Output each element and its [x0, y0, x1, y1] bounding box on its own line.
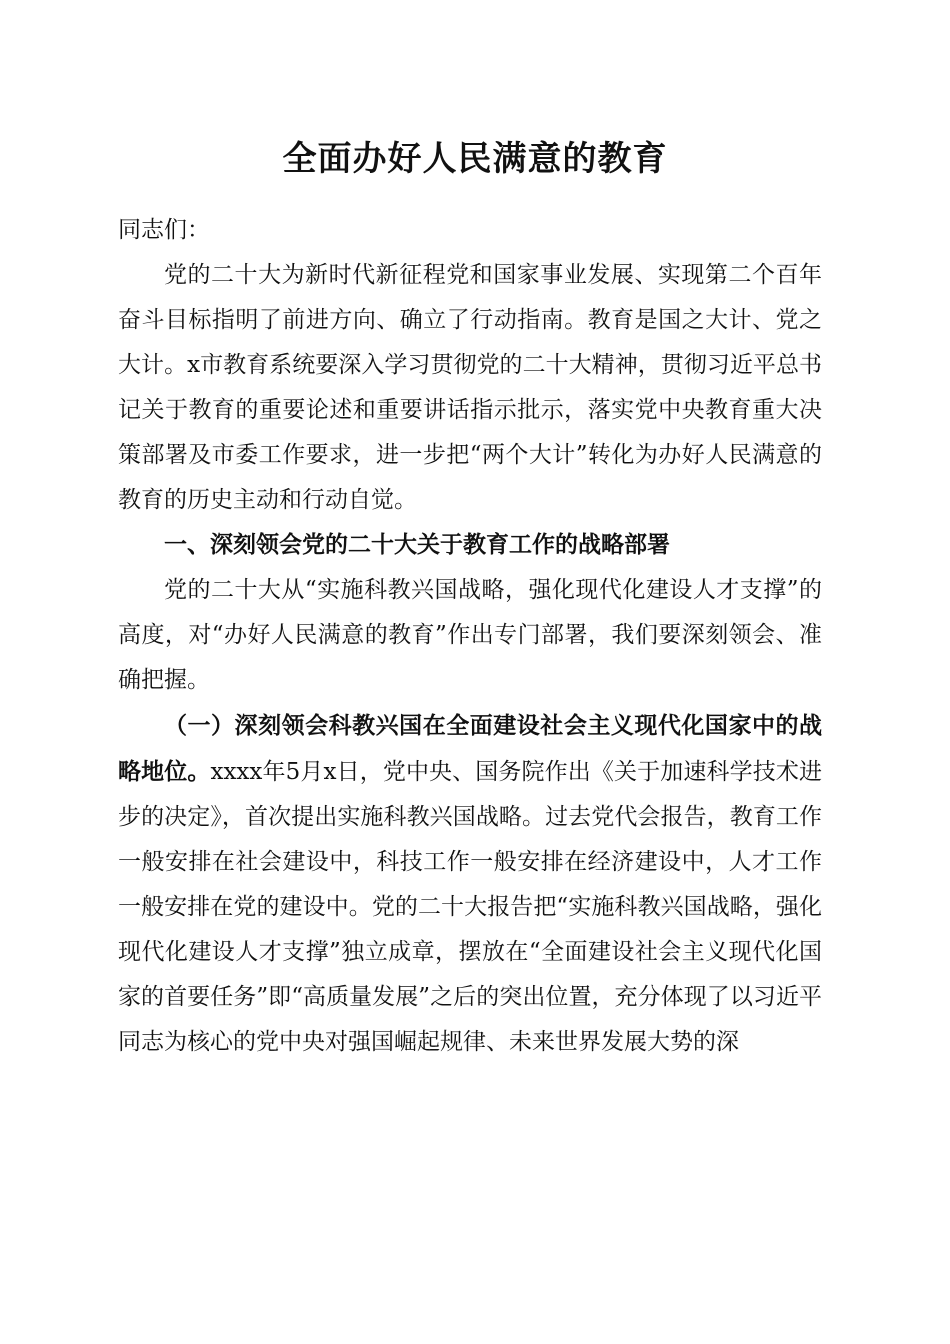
document-body	[118, 208, 822, 1065]
intro-paragraph: 党的二十大为新时代新征程党和国家事业发展、实现第二个百年奋斗目标指明了前进方向、确立了行动指南。教育是国之大计、党之大计。x市教育系统要深入学习贯彻党的二十大精神，贯彻习近平总书记关于教育的重要论述和重要讲话指示批示，落实党中央教育重大决策部署及市委工作要求，进一步把“两个大计”转化为办好人民满意的教育的历史主动和行动自觉。	[118, 262, 822, 513]
subsection-paragraph	[118, 703, 822, 1065]
section-paragraph: 党的二十大从“实施科教兴国战略，强化现代化建设人才支撑”的高度，对“办好人民满意的教育”作出专门部署，我们要深刻领会、准确把握。	[118, 577, 822, 693]
subsection-heading: （一）深刻领会科教兴国在全面建设社会主义现代化国家中的战略地位。	[118, 712, 822, 785]
section-heading: 一、深刻领会党的二十大关于教育工作的战略部署	[164, 532, 670, 558]
salutation: 同志们：	[118, 217, 210, 243]
subsection-text: xxxx年5月x日，党中央、国务院作出《关于加速科学技术进步的决定》，首次提出实施科教兴国战略。过去党代会报告，教育工作一般安排在社会建设中，科技工作一般安排在经济建设中，人才工作一般安排在党的建设中。党的二十大报告把“实施科教兴国战略，强化现代化建设人才支撑”独立成章，摆放在“全面建设社会主义现代化国家的首要任务”即“高质量发展”之后的突出位置，充分体现了以习近平同志为核心的党中央对强国崛起规律、未来世界发展大势的深	[118, 759, 822, 1055]
document-title: 全面办好人民满意的教育	[282, 139, 668, 179]
